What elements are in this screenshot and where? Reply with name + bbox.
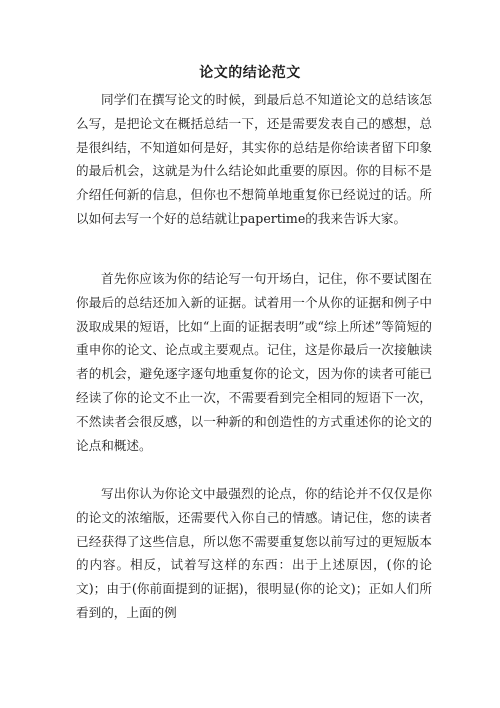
document-title: 论文的结论范文 (199, 65, 301, 81)
paragraph-opening-statement: 首先你应该为你的结论写一句开场白，记住，你不要试图在你最后的总结还加入新的证据。试着用一个从你的证据和例子中汲取成果的短语，比如“上面的证据表明”或“综上所述”等简短的重申你的论文、论点或主要观点。记住，这是你最后一次接触读者的机会，避免逐字逐句地重复你的论文，因为你的读者可能已经读了你的论文不止一次，不需要看到完全相同的短语下一次，不然读者会很反感，以一种新的和创造性的方式重述你的论文的论点和概述。 (76, 271, 432, 453)
paragraph-strongest-argument: 写出你认为你论文中最强烈的论点，你的结论并不仅仅是你的论文的浓缩版，还需要代入你自己的情感。请记住，您的读者已经获得了这些信息，所以您不需要重复您以前写过的更短版本的内容。相反，试着写这样的东西：出于上述原因，(你的论文)；由于(你前面提到的证据)，很明显(你的论文)；正如人们所看到的，上面的例 (76, 486, 432, 620)
paragraph-intro: 同学们在撰写论文的时候，到最后总不知道论文的总结该怎么写，是把论文在概括总结一下，还是需要发表自己的感想，总是很纠结，不知道如何是好，其实你的总结是你给读者留下印象的最后机会，这就是为什么结论如此重要的原因。你的目标不是介绍任何新的信息，但你也不想简单地重复你已经说过的话。所以如何去写一个好的总结就让papertime的我来告诉大家。 (76, 92, 432, 226)
